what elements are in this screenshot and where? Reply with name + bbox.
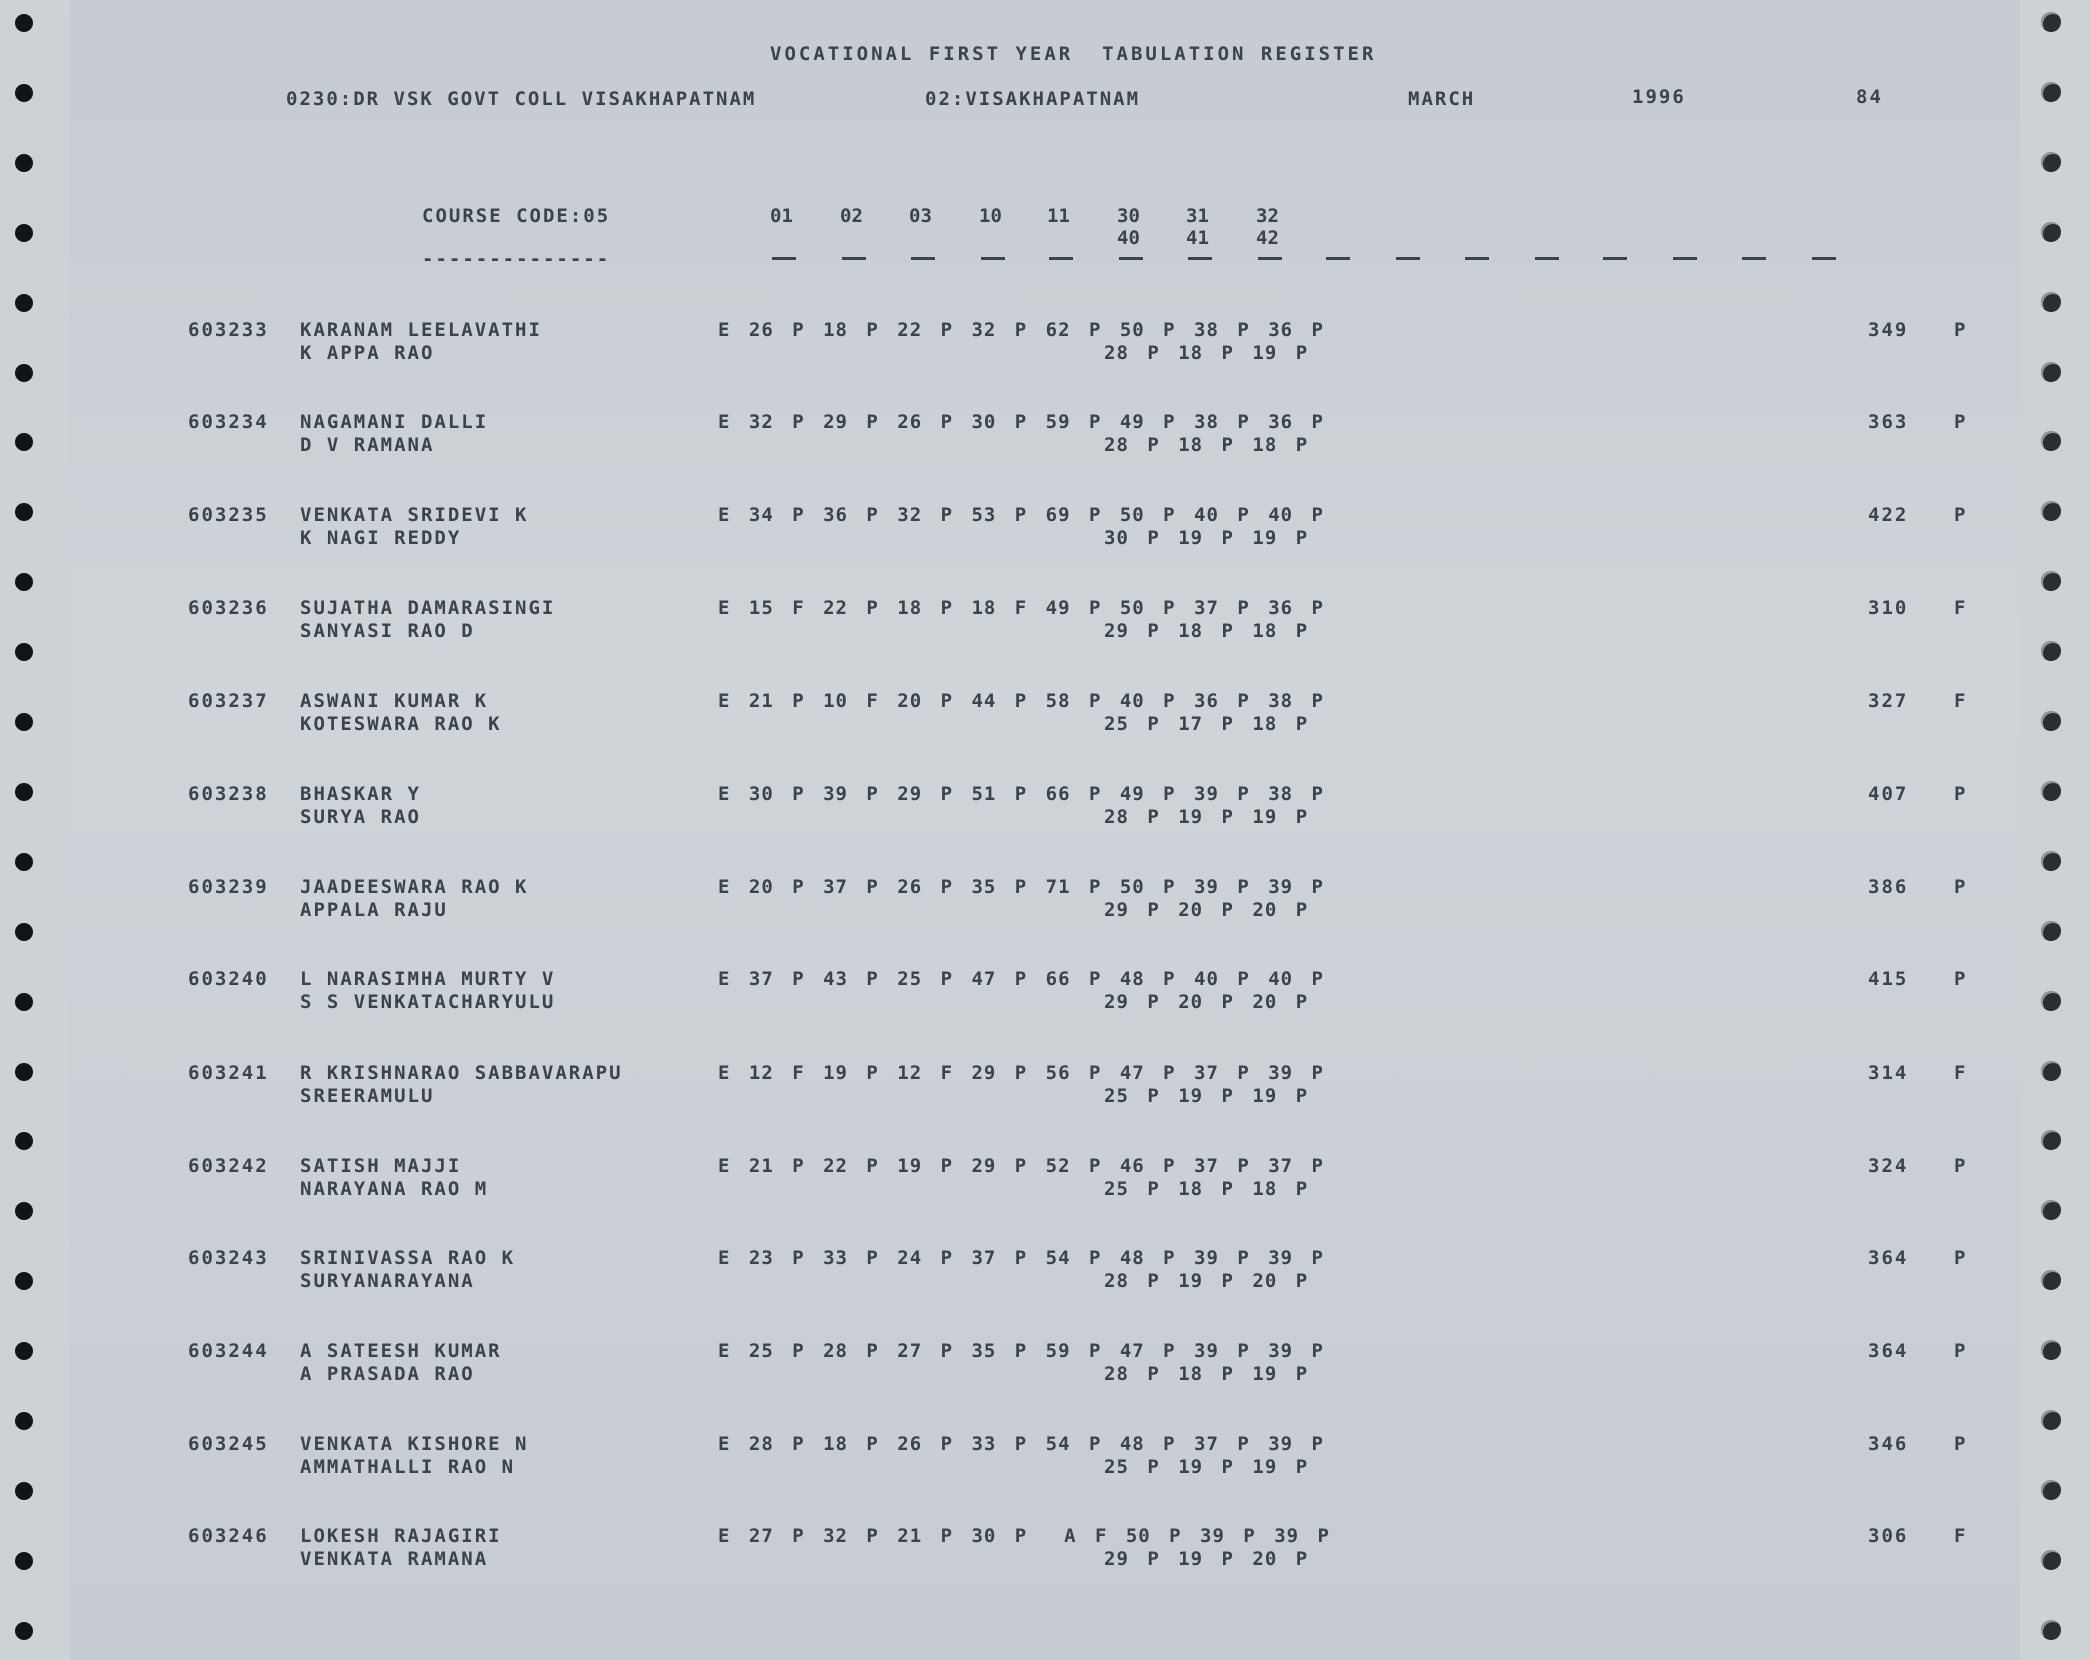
subject-marks: E 26 P 18 P 22 P 32 P 62 P 50 P 38 P 36 P — [718, 319, 1324, 341]
tractor-hole — [15, 1482, 33, 1500]
subject-marks: E 32 P 29 P 26 P 30 P 59 P 49 P 38 P 36 P — [718, 411, 1324, 433]
student-name: SATISH MAJJI — [300, 1155, 462, 1177]
student-record — [0, 968, 2090, 1018]
student-record — [0, 783, 2090, 833]
result-status: P — [1954, 1247, 1968, 1269]
roll-number: 603236 — [188, 597, 269, 619]
result-status: P — [1954, 411, 1968, 433]
exam-month: MARCH — [1408, 88, 1476, 110]
subject-col-1: 01 — [770, 205, 793, 227]
column-divider — [981, 257, 1005, 260]
student-record — [0, 876, 2090, 926]
part-marks: 25 P 19 P 19 P — [1104, 1085, 1309, 1107]
subject-marks: E 20 P 37 P 26 P 35 P 71 P 50 P 39 P 39 P — [718, 876, 1324, 898]
tractor-hole — [2041, 1410, 2061, 1430]
column-divider — [1326, 257, 1350, 260]
subject-col-6-sub: 40 — [1117, 227, 1140, 249]
student-name: BHASKAR Y — [300, 783, 421, 805]
subject-col-7-sub: 41 — [1186, 227, 1209, 249]
part-marks: 25 P 17 P 18 P — [1104, 713, 1309, 735]
result-status: P — [1954, 1340, 1968, 1362]
student-record — [0, 1340, 2090, 1390]
subject-col-4: 10 — [979, 205, 1002, 227]
column-divider — [1119, 257, 1143, 260]
subject-marks: E 37 P 43 P 25 P 47 P 66 P 48 P 40 P 40 P — [718, 968, 1324, 990]
student-record — [0, 690, 2090, 740]
roll-number: 603245 — [188, 1433, 269, 1455]
roll-number: 603243 — [188, 1247, 269, 1269]
roll-number: 603242 — [188, 1155, 269, 1177]
parent-name: APPALA RAJU — [300, 899, 448, 921]
total-marks: 422 — [1868, 504, 1909, 526]
parent-name: SANYASI RAO D — [300, 620, 475, 642]
tractor-hole — [15, 294, 33, 312]
total-marks: 386 — [1868, 876, 1909, 898]
part-marks: 28 P 18 P 19 P — [1104, 342, 1309, 364]
column-divider — [1396, 257, 1420, 260]
total-marks: 346 — [1868, 1433, 1909, 1455]
column-divider — [1465, 257, 1489, 260]
tractor-hole — [15, 1412, 33, 1430]
subject-col-2: 02 — [840, 205, 863, 227]
tractor-hole — [15, 154, 33, 172]
total-marks: 324 — [1868, 1155, 1909, 1177]
student-record — [0, 504, 2090, 554]
column-divider — [1535, 257, 1559, 260]
total-marks: 364 — [1868, 1247, 1909, 1269]
subject-marks: E 25 P 28 P 27 P 35 P 59 P 47 P 39 P 39 P — [718, 1340, 1324, 1362]
subject-marks: E 27 P 32 P 21 P 30 P A F 50 P 39 P 39 P — [718, 1525, 1330, 1547]
parent-name: NARAYANA RAO M — [300, 1178, 489, 1200]
subject-marks: E 21 P 22 P 19 P 29 P 52 P 46 P 37 P 37 P — [718, 1155, 1324, 1177]
result-status: F — [1954, 1062, 1968, 1084]
result-status: P — [1954, 1433, 1968, 1455]
column-divider — [1258, 257, 1282, 260]
tractor-hole — [15, 1622, 33, 1640]
tractor-hole — [15, 84, 33, 102]
total-marks: 327 — [1868, 690, 1909, 712]
result-status: F — [1954, 597, 1968, 619]
tractor-hole — [2041, 851, 2061, 871]
part-marks: 28 P 19 P 20 P — [1104, 1270, 1309, 1292]
column-divider — [842, 257, 866, 260]
tractor-hole — [2041, 12, 2061, 32]
result-status: P — [1954, 968, 1968, 990]
student-name: KARANAM LEELAVATHI — [300, 319, 542, 341]
total-marks: 314 — [1868, 1062, 1909, 1084]
roll-number: 603244 — [188, 1340, 269, 1362]
column-divider — [1673, 257, 1697, 260]
student-name: VENKATA SRIDEVI K — [300, 504, 529, 526]
student-record — [0, 1062, 2090, 1112]
subject-col-5: 11 — [1047, 205, 1070, 227]
parent-name: D V RAMANA — [300, 434, 435, 456]
student-name: JAADEESWARA RAO K — [300, 876, 529, 898]
column-divider — [1742, 257, 1766, 260]
student-name: LOKESH RAJAGIRI — [300, 1525, 502, 1547]
course-code-underline: -------------- — [422, 248, 611, 270]
student-record — [0, 1247, 2090, 1297]
subject-marks: E 34 P 36 P 32 P 53 P 69 P 50 P 40 P 40 P — [718, 504, 1324, 526]
roll-number: 603234 — [188, 411, 269, 433]
exam-year: 1996 — [1632, 86, 1686, 108]
subject-marks: E 30 P 39 P 29 P 51 P 66 P 49 P 39 P 38 P — [718, 783, 1324, 805]
parent-name: AMMATHALLI RAO N — [300, 1456, 516, 1478]
roll-number: 603238 — [188, 783, 269, 805]
subject-marks: E 23 P 33 P 24 P 37 P 54 P 48 P 39 P 39 P — [718, 1247, 1324, 1269]
student-record — [0, 597, 2090, 647]
part-marks: 25 P 19 P 19 P — [1104, 1456, 1309, 1478]
part-marks: 30 P 19 P 19 P — [1104, 527, 1309, 549]
part-marks: 28 P 18 P 18 P — [1104, 434, 1309, 456]
subject-col-3: 03 — [909, 205, 932, 227]
column-divider — [1603, 257, 1627, 260]
result-status: F — [1954, 1525, 1968, 1547]
subject-col-7: 31 — [1186, 205, 1209, 227]
subject-marks: E 15 F 22 P 18 P 18 F 49 P 50 P 37 P 36 P — [718, 597, 1324, 619]
student-name: SUJATHA DAMARASINGI — [300, 597, 556, 619]
tractor-hole — [2041, 292, 2061, 312]
student-record — [0, 319, 2090, 369]
subject-col-8: 32 — [1256, 205, 1279, 227]
student-name: VENKATA KISHORE N — [300, 1433, 529, 1455]
parent-name: K APPA RAO — [300, 342, 435, 364]
total-marks: 306 — [1868, 1525, 1909, 1547]
total-marks: 364 — [1868, 1340, 1909, 1362]
parent-name: S S VENKATACHARYULU — [300, 991, 556, 1013]
college-name: 0230:DR VSK GOVT COLL VISAKHAPATNAM — [286, 88, 757, 110]
parent-name: A PRASADA RAO — [300, 1363, 475, 1385]
tractor-hole — [15, 14, 33, 32]
part-marks: 29 P 19 P 20 P — [1104, 1548, 1309, 1570]
part-marks: 29 P 20 P 20 P — [1104, 899, 1309, 921]
tractor-hole — [2041, 82, 2061, 102]
subject-col-6: 30 — [1117, 205, 1140, 227]
result-status: P — [1954, 876, 1968, 898]
tractor-hole — [15, 853, 33, 871]
part-marks: 28 P 19 P 19 P — [1104, 806, 1309, 828]
student-name: ASWANI KUMAR K — [300, 690, 489, 712]
total-marks: 349 — [1868, 319, 1909, 341]
part-marks: 25 P 18 P 18 P — [1104, 1178, 1309, 1200]
roll-number: 603235 — [188, 504, 269, 526]
subject-marks: E 28 P 18 P 26 P 33 P 54 P 48 P 37 P 39 P — [718, 1433, 1324, 1455]
parent-name: VENKATA RAMANA — [300, 1548, 489, 1570]
student-name: SRINIVASSA RAO K — [300, 1247, 516, 1269]
roll-number: 603239 — [188, 876, 269, 898]
roll-number: 603237 — [188, 690, 269, 712]
parent-name: SREERAMULU — [300, 1085, 435, 1107]
student-name: R KRISHNARAO SABBAVARAPU — [300, 1062, 623, 1084]
roll-number: 603241 — [188, 1062, 269, 1084]
roll-number: 603240 — [188, 968, 269, 990]
student-name: NAGAMANI DALLI — [300, 411, 489, 433]
tractor-hole — [2041, 152, 2061, 172]
column-divider — [772, 257, 796, 260]
subject-marks: E 12 F 19 P 12 F 29 P 56 P 47 P 37 P 39 P — [718, 1062, 1324, 1084]
subject-marks: E 21 P 10 F 20 P 44 P 58 P 40 P 36 P 38 P — [718, 690, 1324, 712]
register-title: VOCATIONAL FIRST YEAR TABULATION REGISTER — [770, 43, 1377, 65]
roll-number: 603233 — [188, 319, 269, 341]
column-divider — [1049, 257, 1073, 260]
page-number: 84 — [1856, 86, 1883, 108]
part-marks: 29 P 20 P 20 P — [1104, 991, 1309, 1013]
result-status: P — [1954, 319, 1968, 341]
result-status: P — [1954, 783, 1968, 805]
parent-name: SURYA RAO — [300, 806, 421, 828]
column-divider — [1812, 257, 1836, 260]
result-status: P — [1954, 504, 1968, 526]
student-name: A SATEESH KUMAR — [300, 1340, 502, 1362]
tractor-hole — [15, 224, 33, 242]
total-marks: 310 — [1868, 597, 1909, 619]
student-record — [0, 1525, 2090, 1575]
district-name: 02:VISAKHAPATNAM — [925, 88, 1141, 110]
result-status: P — [1954, 1155, 1968, 1177]
student-record — [0, 411, 2090, 461]
part-marks: 28 P 18 P 19 P — [1104, 1363, 1309, 1385]
parent-name: K NAGI REDDY — [300, 527, 462, 549]
part-marks: 29 P 18 P 18 P — [1104, 620, 1309, 642]
tractor-hole — [2041, 1620, 2061, 1640]
total-marks: 415 — [1868, 968, 1909, 990]
total-marks: 363 — [1868, 411, 1909, 433]
student-record — [0, 1433, 2090, 1483]
subject-col-8-sub: 42 — [1256, 227, 1279, 249]
result-status: F — [1954, 690, 1968, 712]
tractor-hole — [2041, 222, 2061, 242]
roll-number: 603246 — [188, 1525, 269, 1547]
column-divider — [1188, 257, 1212, 260]
column-divider — [911, 257, 935, 260]
course-code-label: COURSE CODE:05 — [422, 205, 611, 227]
student-name: L NARASIMHA MURTY V — [300, 968, 556, 990]
parent-name: KOTESWARA RAO K — [300, 713, 502, 735]
student-record — [0, 1155, 2090, 1205]
parent-name: SURYANARAYANA — [300, 1270, 475, 1292]
total-marks: 407 — [1868, 783, 1909, 805]
